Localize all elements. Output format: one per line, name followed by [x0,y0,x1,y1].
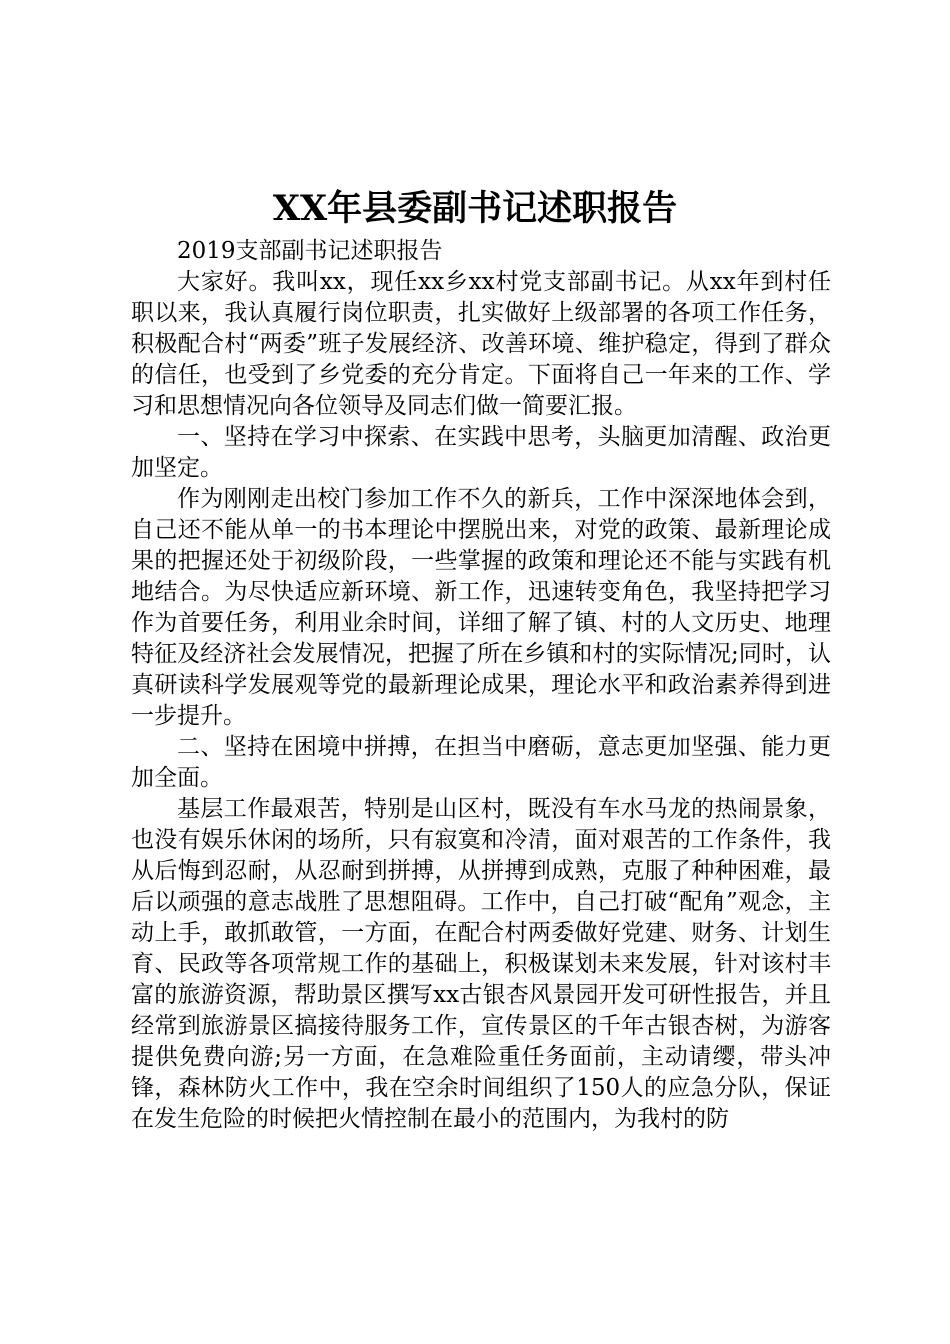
paragraph-subtitle: 2019支部副书记述职报告 [177,238,443,264]
document-title: XX年县委副书记述职报告 [272,188,678,229]
paragraph-study: 作为刚刚走出校门参加工作不久的新兵，工作中深深地体会到，自己还不能从单一的书本理论中摆脱出来，对党的政策、最新理论成果的把握还处于初级阶段，一些掌握的政策和理论还不能与实践有机地结合。为尽快适应新环境、新工作，迅速转变角色，我坚持把学习作为首要任务，利用业余时间，详细了解了镇、村的人文历史、地理特征及经济社会发展情况，把握了所在乡镇和村的实际情况;同时，认真研读科学发展观等党的最新理论成果，理论水平和政治素养得到进一步提升。 [131,486,831,729]
document-body [131,236,831,1135]
paragraph-heading-one: 一、坚持在学习中探索、在实践中思考，头脑更加清醒、政治更加坚定。 [131,424,831,481]
paragraph-heading-two: 二、坚持在困境中拼搏，在担当中磨砺，意志更加坚强、能力更加全面。 [131,734,831,791]
paragraph-greeting: 大家好。我叫xx，现任xx乡xx村党支部副书记。从xx年到村任职以来，我认真履行岗位职责，扎实做好上级部署的各项工作任务，积极配合村“两委”班子发展经济、改善环境、维护稳定，得到了群众的信任，也受到了乡党委的充分肯定。下面将自己一年来的工作、学习和思想情况向各位领导及同志们做一简要汇报。 [131,269,831,419]
paragraph-work: 基层工作最艰苦，特别是山区村，既没有车水马龙的热闹景象，也没有娱乐休闲的场所，只有寂寞和冷清，面对艰苦的工作条件，我从后悔到忍耐，从忍耐到拼搏，从拼搏到成熟，克服了种种困难，最后以顽强的意志战胜了思想阻碍。工作中，自己打破“配角”观念，主动上手，敢抓敢管，一方面，在配合村两委做好党建、财务、计划生育、民政等各项常规工作的基础上，积极谋划未来发展，针对该村丰富的旅游资源，帮助景区撰写xx古银杏风景园开发可研性报告，并且经常到旅游景区搞接待服务工作，宣传景区的千年古银杏树，为游客提供免费向游;另一方面，在急难险重任务面前，主动请缨，带头冲锋，森林防火工作中，我在空余时间组织了150人的应急分队，保证在发生危险的时候把火情控制在最小的范围内，为我村的防 [131,796,831,1132]
